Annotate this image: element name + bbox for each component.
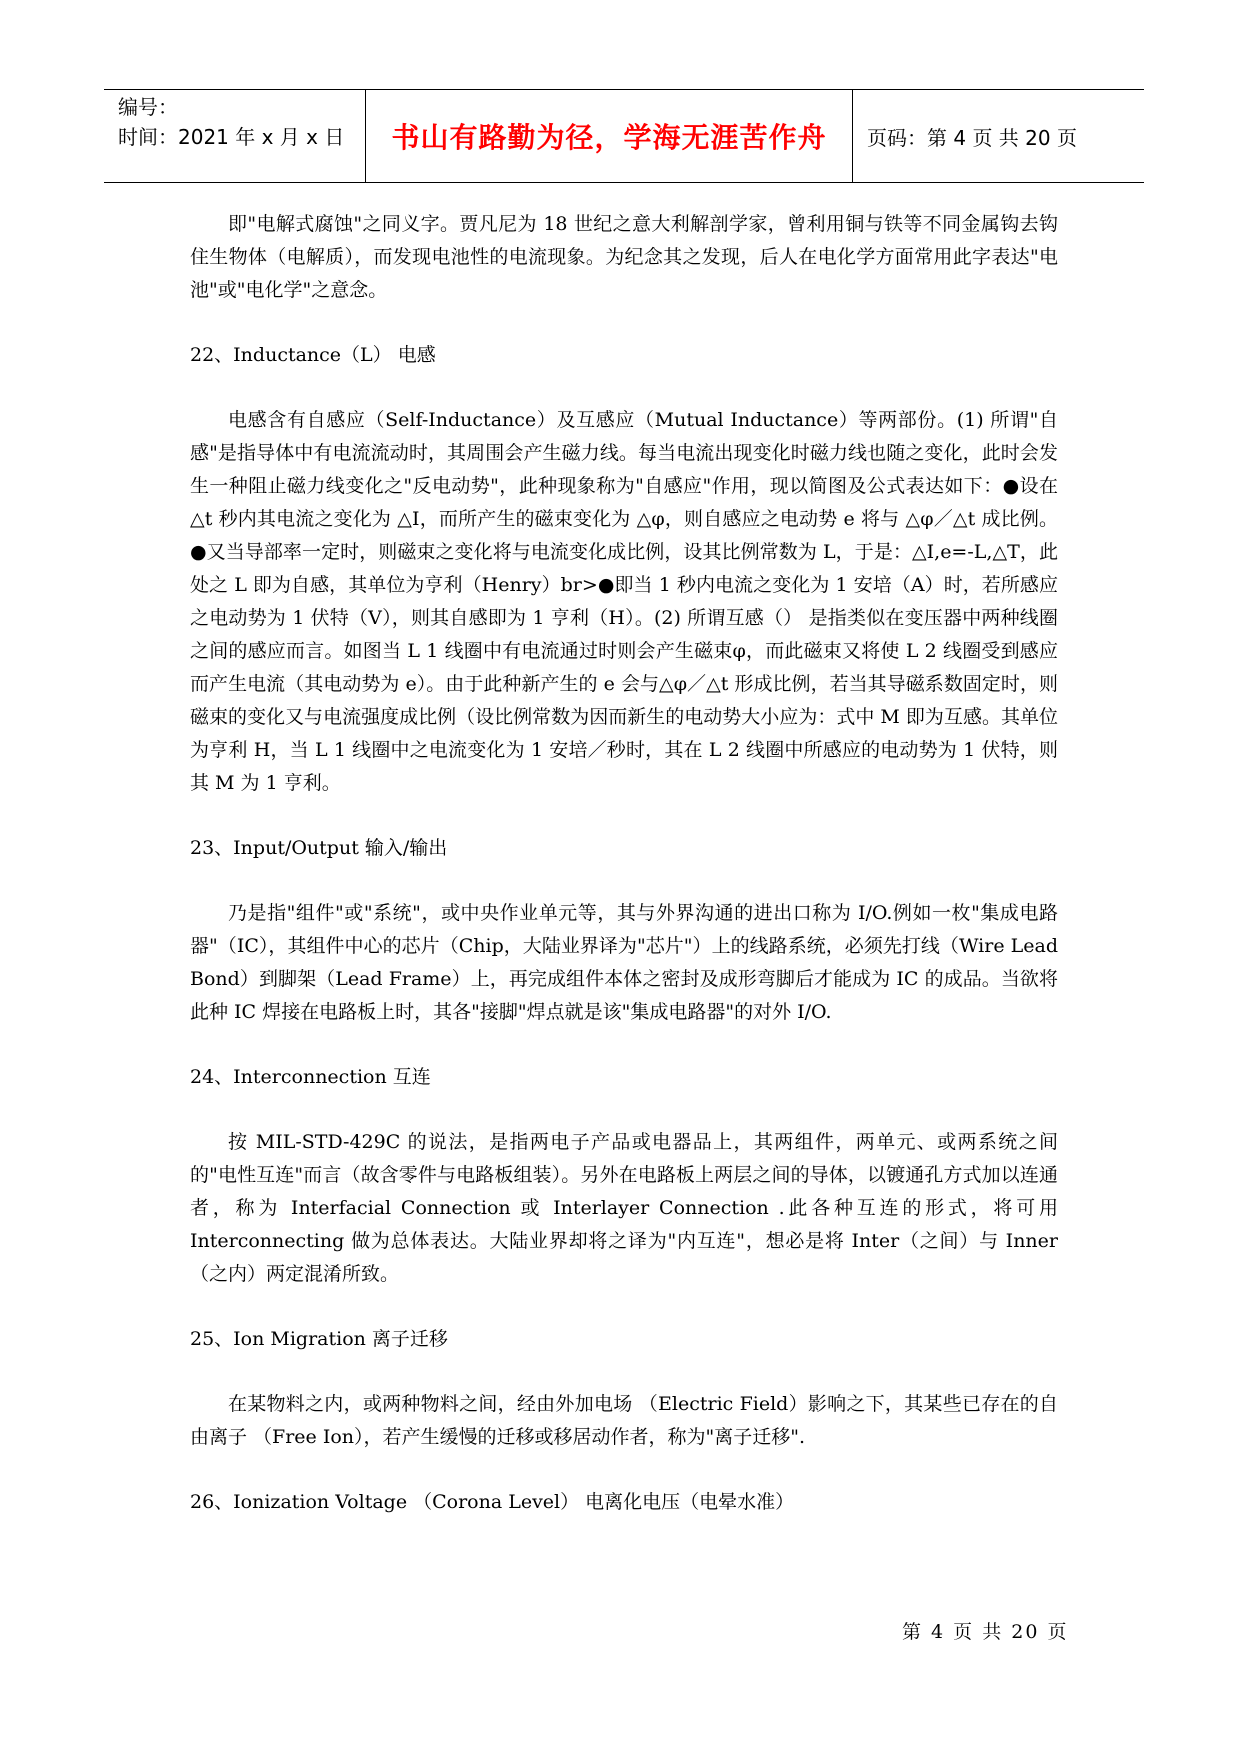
- page-footer: 第 4 页 共 20 页: [902, 1621, 1069, 1643]
- section-heading-25: 25、Ion Migration 离子迁移: [190, 1328, 448, 1350]
- paragraph-galvanic-continued: 即"电解式腐蚀"之同义字。贾凡尼为 18 世纪之意大利解剖学家，曾利用铜与铁等不同金属钩去钩住生物体（电解质），而发现电池性的电流现象。为纪念其之发现，后人在电化学方面常用此字表达"电池"或"电化学"之意念。: [190, 213, 1058, 301]
- header-motto: 书山有路勤为径，学海无涯苦作舟: [366, 90, 853, 182]
- paragraph-23: 乃是指"组件"或"系统"，或中央作业单元等，其与外界沟通的进出口称为 I/O.例如一枚"集成电路器"（IC），其组件中心的芯片（Chip，大陆业界译为"芯片"）上的线路系统，必须先打线（Wire Lead Bond）到脚架（Lead Frame）上，再完成组件本体之密封及成形弯脚后才能成为 IC 的成品。当欲将此种 IC 焊接在电路板上时，其各"接脚"焊点就是该"集成电路器"的对外 I/O.: [190, 902, 1058, 1023]
- paragraph-24: 按 MIL-STD-429C 的说法，是指两电子产品或电器品上，其两组件，两单元、或两系统之间的"电性互连"而言（故含零件与电路板组装）。另外在电路板上两层之间的导体，以镀通孔方式加以连通者，称为 Interfacial Connection 或 Interlayer Connection .此各种互连的形式，将可用 Interconnecting 做为总体表达。大陆业界却将之译为"内互连"，想必是将 Inter（之间）与 Inner（之内）两定混淆所致。: [190, 1131, 1058, 1285]
- header-meta: [104, 90, 366, 182]
- section-heading-23: 23、Input/Output 输入/输出: [190, 837, 448, 859]
- section-heading-26: 26、Ionization Voltage （Corona Level） 电离化电压（电晕水准）: [190, 1491, 795, 1513]
- section-heading-24: 24、Interconnection 互连: [190, 1066, 431, 1088]
- paragraph-25: 在某物料之内，或两种物料之间，经由外加电场 （Electric Field）影响之下，其某些已存在的自由离子 （Free Ion），若产生缓慢的迁移或移居动作者，称为"离子迁移".: [190, 1393, 1058, 1448]
- page-header: [104, 89, 1144, 183]
- document-time-label: 时间：2021 年 x 月 x 日: [118, 125, 345, 149]
- header-page-info: 页码：第 4 页 共 20 页: [867, 125, 1077, 150]
- section-heading-22: 22、Inductance（L） 电感: [190, 344, 436, 366]
- document-body: [190, 208, 1058, 1519]
- paragraph-22: 电感含有自感应（Self-Inductance）及互感应（Mutual Inductance）等两部份。(1) 所谓"自感"是指导体中有电流流动时，其周围会产生磁力线。每当电流出现变化时磁力线也随之变化，此时会发生一种阻止磁力线变化之"反电动势"，此种现象称为"自感应"作用，现以简图及公式表达如下：●设在 △t 秒内其电流之变化为 △I，而所产生的磁束变化为 △φ，则自感应之电动势 e 将与 △φ／△t 成比例。●又当导部率一定时，则磁束之变化将与电流变化成比例，设其比例常数为 L，于是：△I,e=-L,△T，此处之 L 即为自感，其单位为亨利（Henry）br>●即当 1 秒内电流之变化为 1 安培（A）时，若所感应之电动势为 1 伏特（V），则其自感即为 1 亨利（H）。(2) 所谓互感（） 是指类似在变压器中两种线圈之间的感应而言。如图当 L 1 线圈中有电流通过时则会产生磁束φ，而此磁束又将使 L 2 线圈受到感应而产生电流（其电动势为 e）。由于此种新产生的 e 会与△φ／△t 形成比例，若当其导磁系数固定时，则磁束的变化又与电流强度成比例（设比例常数为因而新生的电动势大小应为：式中 M 即为互感。其单位为亨利 H，当 L 1 线圈中之电流变化为 1 安培／秒时，其在 L 2 线圈中所感应的电动势为 1 伏特，则其 M 为 1 亨利。: [190, 409, 1058, 794]
- document-number-label: 编号：: [118, 95, 178, 119]
